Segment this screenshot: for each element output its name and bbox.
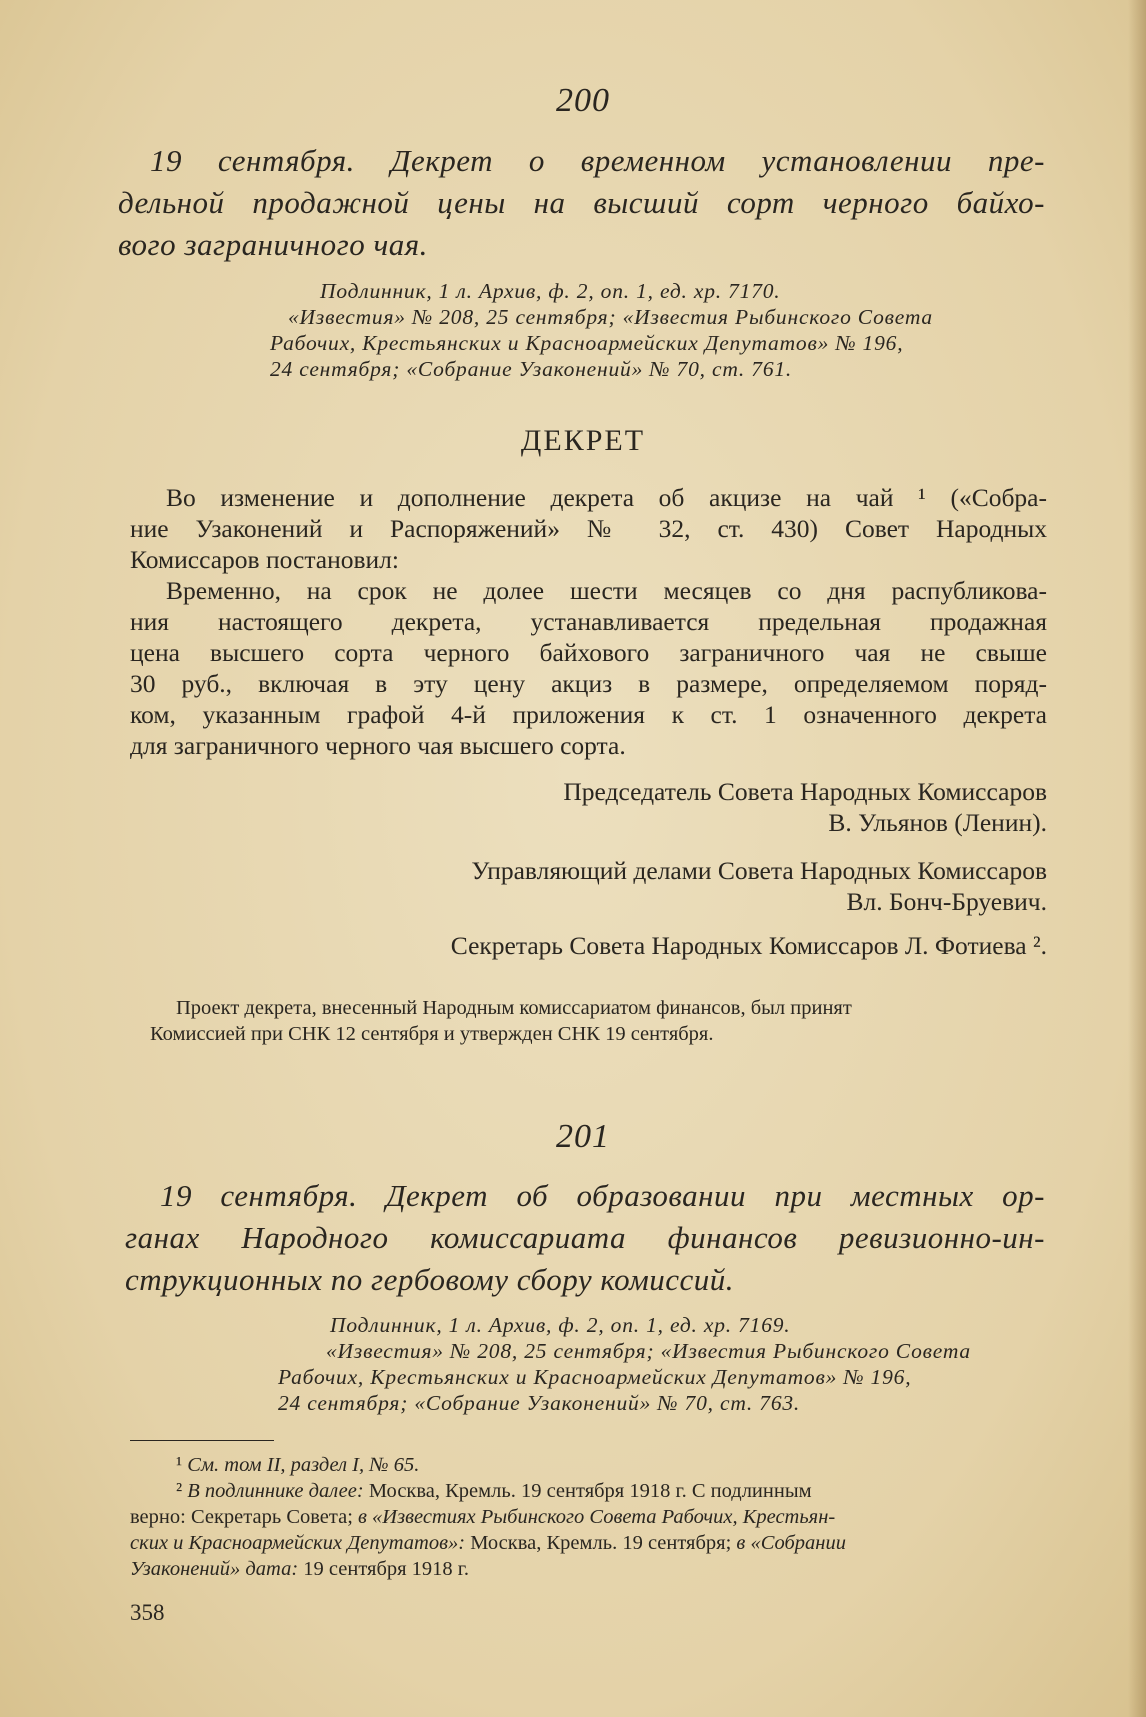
citation-line: Рабочих, Крестьянских и Красноармейских Депутатов» № 196, <box>278 1365 912 1389</box>
footnote-italic: ских и Красноармейских Депутатов»: <box>130 1532 466 1554</box>
signature-title: Председатель Совета Народных Комиссаров <box>563 777 1047 806</box>
signature-secretary: Секретарь Совета Народных Комиссаров Л. Фотиева ². <box>450 931 1047 960</box>
document-heading-200 <box>118 140 1045 266</box>
citation-line: Рабочих, Крестьянских и Красноармейских Депутатов» № 196, <box>270 331 904 355</box>
page-number: 358 <box>130 1600 165 1625</box>
decree-paragraph-2 <box>130 575 1047 761</box>
citation-line: 24 сентября; «Собрание Узаконений» № 70, ст. 763. <box>278 1391 801 1415</box>
heading-line: 19 сентября. Декрет об образовании при местных ор- <box>160 1178 1045 1213</box>
editorial-note-200 <box>150 995 1047 1047</box>
footnote-italic: В подлиннике далее: <box>187 1480 364 1502</box>
signature-name: Вл. Бонч-Бруевич. <box>846 887 1047 916</box>
note-line: Проект декрета, внесенный Народным комиссариатом финансов, был принят <box>176 997 852 1019</box>
citation-line: Подлинник, 1 л. Архив, ф. 2, оп. 1, ед. хр. 7170. <box>320 279 781 303</box>
signature-chairman <box>130 776 1047 838</box>
citation-line: «Известия» № 208, 25 сентября; «Известия Рыбинского Совета <box>326 1339 971 1363</box>
text-line: Временно, на срок не долее шести месяцев со дня распубликова- <box>166 576 1047 605</box>
citation-line: Подлинник, 1 л. Архив, ф. 2, оп. 1, ед. хр. 7169. <box>330 1313 791 1337</box>
footnotes <box>130 1452 1060 1582</box>
heading-line: струкционных по гербовому сбору комиссий. <box>125 1262 735 1297</box>
footnote-roman: Москва, Кремль. 19 сентября 1918 г. С подлинным <box>368 1480 812 1502</box>
signature-title: Управляющий делами Совета Народных Комиссаров <box>471 856 1047 885</box>
text-line: ния настоящего декрета, устанавливается предельная продажная <box>130 607 1047 636</box>
note-line: Комиссией при СНК 12 сентября и утвержден СНК 19 сентября. <box>150 1023 714 1045</box>
text-line: цена высшего сорта черного байхового заграничного чая не свыше <box>130 638 1047 667</box>
text-line: ком, указанным графой 4-й приложения к ст. 1 означенного декрета <box>130 700 1047 729</box>
footnote-roman: верно: Секретарь Совета; <box>130 1506 353 1528</box>
footnote-mark: ¹ <box>176 1454 183 1476</box>
text-line: Комиссаров постановил: <box>130 545 399 574</box>
heading-line: вого заграничного чая. <box>118 227 428 262</box>
footnote-mark: ² <box>176 1480 183 1502</box>
document-number-200: 200 <box>556 82 610 119</box>
heading-line: ганах Народного комиссариата финансов ревизионно-ин- <box>125 1220 1045 1255</box>
source-citation-201 <box>278 1312 1050 1416</box>
decree-title: ДЕКРЕТ <box>520 424 646 457</box>
decree-paragraph-1 <box>130 482 1047 575</box>
footnote-roman: Москва, Кремль. 19 сентября; <box>470 1532 732 1554</box>
signature-name: В. Ульянов (Ленин). <box>828 808 1047 837</box>
footnote-2-line <box>130 1478 1060 1504</box>
heading-line: 19 сентября. Декрет о временном установлении пре- <box>150 143 1045 178</box>
footnote-separator <box>130 1440 274 1441</box>
footnote-text: См. том II, раздел I, № 65. <box>187 1454 420 1476</box>
text-line: Во изменение и дополнение декрета об акцизе на чай ¹ («Собра- <box>166 483 1047 512</box>
text-line: 30 руб., включая в эту цену акциз в размере, определяемом поряд- <box>130 669 1047 698</box>
document-heading-201 <box>125 1175 1045 1301</box>
footnote-2-line <box>130 1504 1060 1530</box>
footnote-roman: 19 сентября 1918 г. <box>303 1558 470 1580</box>
footnote-italic: в «Известиях Рыбинского Совета Рабочих, Крестьян- <box>358 1506 836 1528</box>
footnote-italic: Узаконений» дата: <box>130 1558 299 1580</box>
footnote-2-line <box>130 1530 1060 1556</box>
citation-line: 24 сентября; «Собрание Узаконений» № 70, ст. 761. <box>270 357 793 381</box>
footnote-italic: в «Собрании <box>736 1532 846 1554</box>
text-line: ние Узаконений и Распоряжений» № 32, ст. 430) Совет Народных <box>130 514 1047 543</box>
source-citation-200 <box>270 278 1050 382</box>
document-number-201: 201 <box>556 1118 610 1155</box>
heading-line: дельной продажной цены на высший сорт черного байхо- <box>118 185 1045 220</box>
signature-business-manager <box>130 855 1047 917</box>
citation-line: «Известия» № 208, 25 сентября; «Известия Рыбинского Совета <box>288 305 933 329</box>
footnote-1 <box>130 1452 1060 1478</box>
footnote-2-line <box>130 1556 1060 1582</box>
text-line: для заграничного черного чая высшего сорта. <box>130 731 626 760</box>
